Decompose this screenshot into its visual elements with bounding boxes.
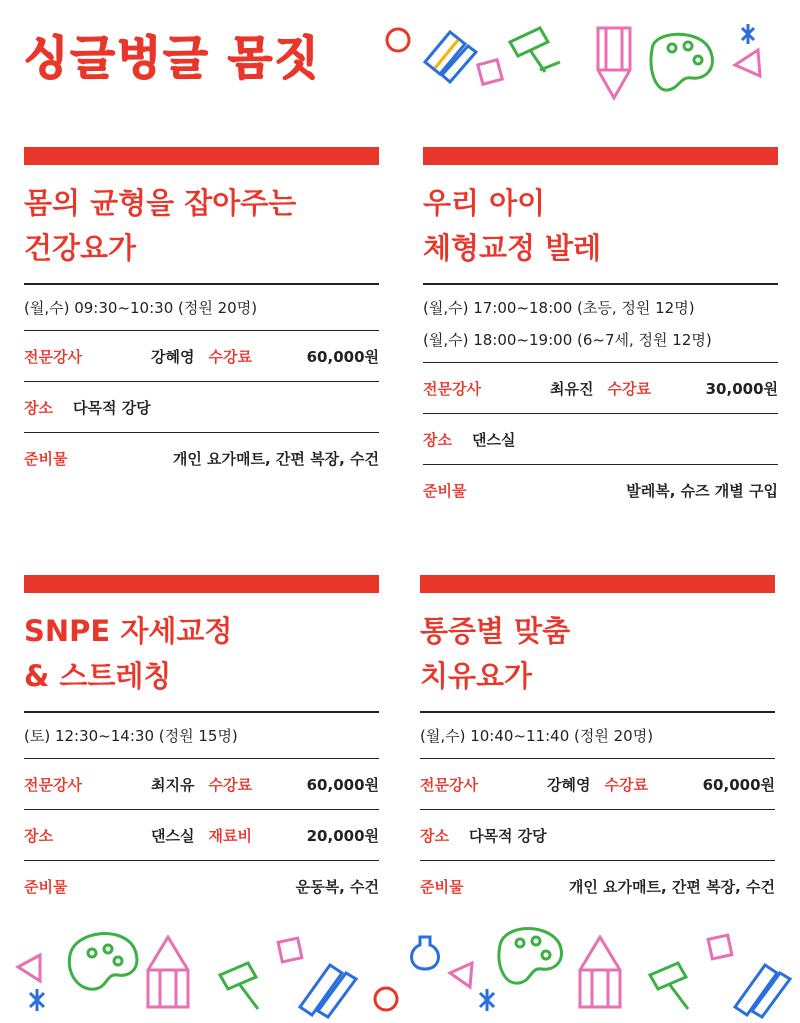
pencil-icon: [598, 28, 630, 98]
instructor-value: 최지유: [151, 775, 195, 794]
pencil-icon: [148, 937, 188, 1007]
palette-icon: [69, 934, 137, 990]
program-card: [24, 147, 379, 483]
square-icon: [708, 935, 732, 959]
supplies-label: 준비물: [24, 877, 68, 896]
card-header-bar: [24, 575, 379, 593]
place-label: 장소: [420, 826, 449, 845]
page-title: 싱글벙글 몸짓: [24, 31, 321, 85]
card-title: 우리 아이 체형교정 발레: [423, 181, 778, 285]
roller-icon: [220, 963, 258, 1009]
square-icon: [478, 60, 502, 84]
triangle-icon: [18, 955, 40, 981]
roller-icon: [510, 28, 560, 72]
flask-icon: [412, 937, 439, 969]
fee-value: 60,000원: [306, 775, 379, 794]
fee-label: 수강료: [208, 775, 252, 794]
schedule-line: (월,수) 10:40~11:40 (정원 20명): [420, 713, 775, 759]
pen-icon: [735, 965, 790, 1017]
sparkle-icon: [480, 989, 494, 1011]
supplies-value: 운동복, 수건: [295, 877, 379, 896]
schedule-line: (월,수) 18:00~19:00 (6~7세, 정원 12명): [423, 330, 778, 363]
info-row: [24, 331, 379, 382]
info-row: [420, 861, 775, 911]
info-row: [24, 759, 379, 810]
info-row: [24, 382, 379, 433]
palette-icon: [651, 34, 712, 90]
instructor-label: 전문강사: [24, 347, 82, 366]
card-title: SNPE 자세교정 & 스트레칭: [24, 609, 379, 713]
card-title: 몸의 균형을 잡아주는 건강요가: [24, 181, 379, 285]
place-value: 다목적 강당: [72, 398, 151, 417]
instructor-value: 강혜영: [547, 775, 591, 794]
fee-label: 수강료: [208, 347, 252, 366]
info-row: [423, 414, 778, 465]
sparkle-icon: [30, 989, 44, 1011]
card-header-bar: [423, 147, 778, 165]
place-value: 다목적 강당: [468, 826, 547, 845]
place-value: 댄스실: [471, 430, 516, 449]
program-card: [420, 575, 775, 911]
program-card: [423, 147, 778, 515]
supplies-label: 준비물: [423, 481, 467, 500]
fee-value: 60,000원: [702, 775, 775, 794]
palette-icon: [499, 929, 561, 984]
square-icon: [278, 938, 302, 962]
supplies-value: 개인 요가매트, 간편 복장, 수건: [568, 877, 775, 896]
instructor-label: 전문강사: [24, 775, 82, 794]
place-label: 장소: [24, 398, 53, 417]
info-row: [24, 433, 379, 483]
card-header-bar: [24, 147, 379, 165]
schedule-line: (월,수) 17:00~18:00 (초등, 정원 12명): [423, 299, 695, 317]
pen-icon: [425, 32, 476, 82]
roller-icon: [650, 963, 688, 1009]
place-value: 댄스실: [151, 826, 195, 845]
fee-value: 60,000원: [306, 347, 379, 366]
card-title: 통증별 맞춤 치유요가: [420, 609, 775, 713]
instructor-value: 강혜영: [151, 347, 195, 366]
pencil-icon: [580, 937, 620, 1007]
sparkle-icon: [742, 24, 754, 44]
place-label: 장소: [24, 826, 53, 845]
info-row: [420, 759, 775, 810]
supplies-value: 발레복, 슈즈 개별 구입: [626, 481, 778, 500]
circle-icon: [375, 988, 397, 1010]
fee-label: 수강료: [604, 775, 648, 794]
supplies-label: 준비물: [420, 877, 464, 896]
schedule-line: (토) 12:30~14:30 (정원 15명): [24, 713, 379, 759]
place-label: 장소: [423, 430, 452, 449]
triangle-icon: [450, 963, 472, 987]
program-card: [24, 575, 379, 911]
instructor-label: 전문강사: [423, 379, 481, 398]
schedule-line: (월,수) 09:30~10:30 (정원 20명): [24, 285, 379, 331]
info-row: [423, 465, 778, 515]
instructor-label: 전문강사: [420, 775, 478, 794]
circle-icon: [387, 29, 409, 51]
fee-label: 수강료: [607, 379, 651, 398]
info-row: [24, 810, 379, 861]
instructor-value: 최유진: [550, 379, 594, 398]
supplies-label: 준비물: [24, 449, 68, 468]
pen-icon: [300, 965, 356, 1017]
bottom-decoration: [0, 915, 800, 1020]
info-row: [420, 810, 775, 861]
top-decoration: [380, 20, 780, 110]
card-header-bar: [420, 575, 775, 593]
triangle-icon: [735, 50, 760, 76]
material-value: 20,000원: [306, 826, 379, 845]
info-row: [24, 861, 379, 911]
fee-value: 30,000원: [705, 379, 778, 398]
supplies-value: 개인 요가매트, 간편 복장, 수건: [172, 449, 379, 468]
info-row: [423, 363, 778, 414]
material-label: 재료비: [208, 826, 252, 845]
